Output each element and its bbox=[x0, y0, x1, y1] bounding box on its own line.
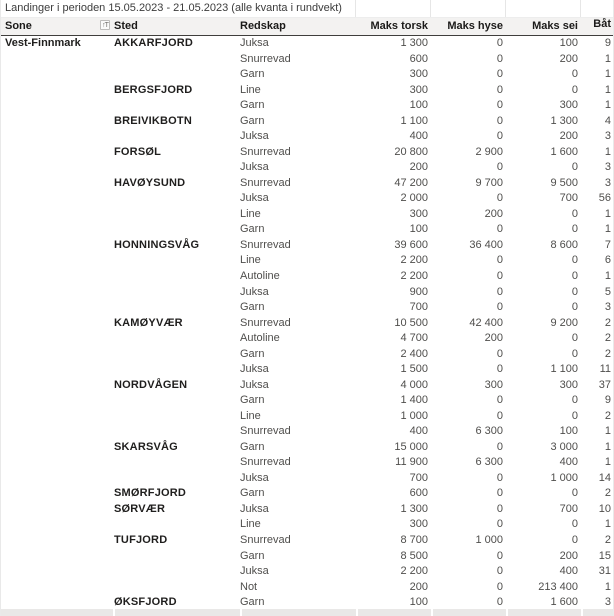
cell-maks-hyse: 36 400 bbox=[469, 238, 503, 251]
cell-baat: 3 bbox=[604, 596, 611, 609]
bottom-strip-cell bbox=[431, 609, 506, 616]
table-row[interactable] bbox=[1, 145, 613, 161]
cell-maks-sei: 1 600 bbox=[550, 145, 578, 158]
cell-sone: Vest-Finnmark bbox=[5, 37, 81, 49]
cell-maks-hyse: 200 bbox=[484, 207, 503, 220]
cell-redskap: Garn bbox=[240, 549, 265, 562]
cell-maks-torsk: 1 500 bbox=[400, 363, 428, 376]
cell-sted: KAMØYVÆR bbox=[114, 316, 183, 329]
cell-baat: 1 bbox=[604, 269, 611, 282]
table-row[interactable] bbox=[1, 191, 613, 207]
cell-maks-torsk: 2 200 bbox=[400, 269, 428, 282]
cell-maks-hyse: 0 bbox=[496, 68, 503, 81]
cell-redskap: Not bbox=[240, 580, 258, 593]
cell-baat: 1 bbox=[604, 99, 611, 112]
cell-maks-torsk: 11 900 bbox=[395, 456, 428, 469]
cell-baat: 56 bbox=[598, 192, 611, 205]
bottom-strip-cell bbox=[581, 609, 613, 616]
cell-baat: 1 bbox=[604, 425, 611, 438]
cell-baat: 1 bbox=[604, 456, 611, 469]
cell-maks-sei: 0 bbox=[571, 534, 578, 546]
cell-redskap: Juksa bbox=[240, 192, 269, 205]
cell-maks-hyse: 0 bbox=[496, 254, 503, 267]
cell-redskap: Garn bbox=[240, 394, 265, 407]
table-title-row bbox=[1, 0, 613, 18]
cell-redskap: Autoline bbox=[240, 269, 280, 282]
cell-baat: 1 bbox=[604, 223, 611, 236]
cell-maks-torsk: 2 400 bbox=[400, 347, 428, 360]
cell-baat: 14 bbox=[598, 471, 611, 484]
column-header-sone[interactable]: Sone bbox=[5, 20, 32, 32]
cell-redskap: Garn bbox=[240, 114, 265, 127]
cell-baat: 3 bbox=[604, 161, 611, 174]
cell-baat: 1 bbox=[604, 83, 611, 96]
cell-maks-sei: 0 bbox=[571, 347, 578, 360]
cell-maks-sei: 1 100 bbox=[550, 363, 578, 376]
cell-redskap: Snurrevad bbox=[240, 534, 291, 546]
table-row[interactable] bbox=[1, 549, 613, 565]
table-row[interactable] bbox=[1, 129, 613, 145]
cell-maks-torsk: 10 500 bbox=[394, 316, 428, 329]
cell-maks-sei: 200 bbox=[559, 130, 578, 143]
cell-maks-hyse: 0 bbox=[496, 52, 503, 65]
table-row[interactable] bbox=[1, 347, 613, 363]
table-row[interactable] bbox=[1, 471, 613, 487]
cell-maks-hyse: 0 bbox=[496, 114, 503, 127]
bottom-strip-cell bbox=[506, 609, 581, 616]
cell-maks-hyse: 0 bbox=[496, 565, 503, 578]
cell-redskap: Line bbox=[240, 207, 261, 220]
cell-maks-torsk: 1 100 bbox=[400, 114, 428, 127]
cell-redskap: Snurrevad bbox=[240, 52, 291, 65]
table-row[interactable] bbox=[1, 269, 613, 285]
cell-maks-torsk: 1 300 bbox=[400, 37, 428, 49]
cell-maks-torsk: 300 bbox=[409, 83, 428, 96]
cell-maks-hyse: 42 400 bbox=[469, 316, 503, 329]
cell-baat: 5 bbox=[604, 285, 611, 298]
cell-maks-sei: 0 bbox=[571, 301, 578, 314]
table-row[interactable] bbox=[1, 362, 613, 378]
cell-maks-sei: 0 bbox=[571, 518, 578, 531]
table-row[interactable] bbox=[1, 98, 613, 114]
table-row[interactable] bbox=[1, 393, 613, 409]
table-row[interactable] bbox=[1, 207, 613, 223]
table-row[interactable] bbox=[1, 533, 613, 549]
cell-maks-torsk: 4 000 bbox=[400, 378, 428, 391]
cell-redskap: Garn bbox=[240, 301, 265, 314]
cell-sted: BREIVIKBOTN bbox=[114, 114, 192, 127]
cell-baat: 6 bbox=[604, 254, 611, 267]
cell-maks-torsk: 300 bbox=[409, 68, 428, 81]
cell-maks-hyse: 9 700 bbox=[475, 176, 503, 189]
cell-baat: 9 bbox=[604, 37, 611, 49]
cell-sted: NORDVÅGEN bbox=[114, 378, 188, 391]
cell-maks-torsk: 1 300 bbox=[400, 502, 428, 515]
cell-maks-sei: 0 bbox=[571, 332, 578, 345]
cell-maks-hyse: 6 300 bbox=[475, 425, 503, 438]
sort-icon[interactable]: ↑T bbox=[100, 20, 110, 30]
cell-sted: AKKARFJORD bbox=[114, 37, 193, 49]
title-cell-spacer bbox=[430, 0, 505, 17]
cell-maks-torsk: 200 bbox=[409, 161, 428, 174]
cell-sted: BERGSFJORD bbox=[114, 83, 193, 96]
cell-maks-torsk: 15 000 bbox=[394, 440, 428, 453]
cell-redskap: Juksa bbox=[240, 363, 269, 376]
table-row[interactable] bbox=[1, 83, 613, 99]
cell-baat: 2 bbox=[604, 409, 611, 422]
column-header-baat[interactable]: Båt bbox=[593, 18, 611, 30]
cell-redskap: Garn bbox=[240, 596, 265, 609]
column-header-maks-hyse[interactable]: Maks hyse bbox=[447, 20, 503, 32]
cell-redskap: Garn bbox=[240, 223, 265, 236]
cell-maks-torsk: 20 800 bbox=[394, 145, 428, 158]
cell-maks-sei: 1 600 bbox=[550, 596, 578, 609]
cell-maks-torsk: 300 bbox=[409, 207, 428, 220]
cell-redskap: Garn bbox=[240, 347, 265, 360]
table-row[interactable] bbox=[1, 440, 613, 456]
cell-sted: TUFJORD bbox=[114, 534, 168, 546]
column-header-maks-sei[interactable]: Maks sei bbox=[532, 20, 578, 32]
cell-sted: SØRVÆR bbox=[114, 502, 166, 515]
table-row[interactable] bbox=[1, 67, 613, 83]
cell-maks-torsk: 100 bbox=[409, 99, 428, 112]
cell-maks-sei: 200 bbox=[559, 52, 578, 65]
cell-maks-sei: 0 bbox=[571, 223, 578, 236]
cell-maks-torsk: 1 400 bbox=[400, 394, 428, 407]
cell-baat: 7 bbox=[604, 238, 611, 251]
table-row[interactable] bbox=[1, 176, 613, 192]
cell-redskap: Garn bbox=[240, 99, 265, 112]
cell-sted: HONNINGSVÅG bbox=[114, 238, 200, 251]
cell-baat: 3 bbox=[604, 176, 611, 189]
cell-maks-sei: 0 bbox=[571, 254, 578, 267]
cell-sted: ØKSFJORD bbox=[114, 596, 177, 609]
table-row[interactable] bbox=[1, 52, 613, 68]
cell-maks-sei: 200 bbox=[559, 549, 578, 562]
cell-maks-sei: 300 bbox=[559, 99, 578, 112]
cell-redskap: Snurrevad bbox=[240, 425, 291, 438]
table-body bbox=[1, 36, 613, 611]
cell-maks-torsk: 2 200 bbox=[400, 565, 428, 578]
table-row[interactable] bbox=[1, 517, 613, 533]
cell-baat: 3 bbox=[604, 130, 611, 143]
column-header-row bbox=[1, 18, 613, 36]
cell-redskap: Line bbox=[240, 254, 261, 267]
cell-maks-hyse: 0 bbox=[496, 487, 503, 500]
cell-baat: 37 bbox=[598, 378, 611, 391]
cell-baat: 2 bbox=[604, 487, 611, 500]
cell-maks-sei: 0 bbox=[571, 207, 578, 220]
cell-maks-torsk: 700 bbox=[409, 471, 428, 484]
cell-maks-sei: 0 bbox=[571, 269, 578, 282]
cell-redskap: Line bbox=[240, 409, 261, 422]
table-row[interactable] bbox=[1, 580, 613, 596]
cell-maks-hyse: 0 bbox=[496, 440, 503, 453]
cell-maks-torsk: 300 bbox=[409, 518, 428, 531]
column-header-redskap[interactable]: Redskap bbox=[240, 20, 286, 32]
cell-baat: 10 bbox=[598, 502, 611, 515]
cell-maks-torsk: 8 700 bbox=[400, 534, 428, 546]
cell-baat: 1 bbox=[604, 68, 611, 81]
table-row[interactable] bbox=[1, 455, 613, 471]
cell-maks-hyse: 200 bbox=[484, 332, 503, 345]
table-row[interactable] bbox=[1, 285, 613, 301]
table-title: Landinger i perioden 15.05.2023 - 21.05.2023 (alle kvanta i rundvekt) bbox=[5, 2, 342, 14]
cell-maks-sei: 700 bbox=[559, 502, 578, 515]
cell-maks-torsk: 400 bbox=[409, 425, 428, 438]
cell-maks-hyse: 0 bbox=[496, 596, 503, 609]
cell-baat: 1 bbox=[604, 440, 611, 453]
cell-maks-hyse: 0 bbox=[496, 518, 503, 531]
table-row[interactable] bbox=[1, 564, 613, 580]
cell-baat: 31 bbox=[598, 565, 611, 578]
table-row[interactable] bbox=[1, 486, 613, 502]
cell-redskap: Juksa bbox=[240, 378, 269, 391]
title-cell-spacer bbox=[355, 0, 430, 17]
cell-baat: 1 bbox=[604, 52, 611, 65]
cell-maks-hyse: 300 bbox=[484, 378, 503, 391]
cell-maks-torsk: 600 bbox=[409, 52, 428, 65]
table-row[interactable] bbox=[1, 36, 613, 52]
cell-maks-sei: 1 300 bbox=[550, 114, 578, 127]
cell-maks-torsk: 600 bbox=[409, 487, 428, 500]
cell-sted: SMØRFJORD bbox=[114, 487, 187, 500]
cell-sted: SKARSVÅG bbox=[114, 440, 178, 453]
cell-maks-hyse: 0 bbox=[496, 192, 503, 205]
cell-redskap: Snurrevad bbox=[240, 176, 291, 189]
cell-maks-hyse: 0 bbox=[496, 269, 503, 282]
title-cell-spacer bbox=[580, 0, 613, 17]
table-row[interactable] bbox=[1, 424, 613, 440]
bottom-strip-cell bbox=[356, 609, 431, 616]
bottom-strip-cell bbox=[240, 609, 356, 616]
cell-maks-hyse: 2 900 bbox=[475, 145, 503, 158]
cell-redskap: Juksa bbox=[240, 565, 269, 578]
cell-sted: HAVØYSUND bbox=[114, 176, 186, 189]
cell-maks-sei: 0 bbox=[571, 487, 578, 500]
cell-maks-torsk: 1 000 bbox=[400, 409, 428, 422]
cell-maks-sei: 0 bbox=[571, 285, 578, 298]
cell-baat: 2 bbox=[604, 332, 611, 345]
cell-maks-torsk: 100 bbox=[409, 223, 428, 236]
table-row[interactable] bbox=[1, 300, 613, 316]
table-row[interactable] bbox=[1, 160, 613, 176]
cell-maks-hyse: 0 bbox=[496, 580, 503, 593]
cell-redskap: Snurrevad bbox=[240, 145, 291, 158]
cell-maks-hyse: 0 bbox=[496, 549, 503, 562]
cell-maks-hyse: 0 bbox=[496, 347, 503, 360]
cell-maks-torsk: 2 000 bbox=[400, 192, 428, 205]
cell-maks-torsk: 900 bbox=[409, 285, 428, 298]
cell-maks-hyse: 0 bbox=[496, 301, 503, 314]
table-row[interactable] bbox=[1, 331, 613, 347]
cell-maks-sei: 0 bbox=[571, 83, 578, 96]
cell-redskap: Juksa bbox=[240, 471, 269, 484]
cell-maks-torsk: 400 bbox=[409, 130, 428, 143]
bottom-partial-row bbox=[1, 609, 613, 616]
cell-maks-hyse: 0 bbox=[496, 471, 503, 484]
cell-maks-sei: 300 bbox=[559, 378, 578, 391]
cell-maks-sei: 0 bbox=[571, 409, 578, 422]
cell-maks-sei: 400 bbox=[559, 456, 578, 469]
table-row[interactable] bbox=[1, 409, 613, 425]
cell-maks-sei: 400 bbox=[559, 565, 578, 578]
cell-redskap: Garn bbox=[240, 487, 265, 500]
cell-maks-hyse: 0 bbox=[496, 502, 503, 515]
cell-redskap: Juksa bbox=[240, 130, 269, 143]
cell-maks-torsk: 47 200 bbox=[394, 176, 428, 189]
cell-maks-hyse: 6 300 bbox=[475, 456, 503, 469]
table-row[interactable] bbox=[1, 253, 613, 269]
cell-maks-hyse: 0 bbox=[496, 394, 503, 407]
cell-baat: 2 bbox=[604, 347, 611, 360]
cell-maks-sei: 0 bbox=[571, 161, 578, 174]
cell-maks-hyse: 0 bbox=[496, 223, 503, 236]
cell-maks-hyse: 0 bbox=[496, 99, 503, 112]
title-cell-spacer bbox=[505, 0, 580, 17]
cell-maks-hyse: 0 bbox=[496, 409, 503, 422]
cell-baat: 1 bbox=[604, 580, 611, 593]
table-row[interactable] bbox=[1, 238, 613, 254]
cell-maks-torsk: 700 bbox=[409, 301, 428, 314]
cell-redskap: Line bbox=[240, 518, 261, 531]
cell-baat: 3 bbox=[604, 301, 611, 314]
cell-maks-sei: 0 bbox=[571, 394, 578, 407]
cell-baat: 4 bbox=[604, 114, 611, 127]
table-row[interactable] bbox=[1, 114, 613, 130]
column-header-maks-torsk[interactable]: Maks torsk bbox=[370, 20, 428, 32]
cell-baat: 9 bbox=[604, 394, 611, 407]
cell-maks-hyse: 0 bbox=[496, 130, 503, 143]
cell-redskap: Juksa bbox=[240, 502, 269, 515]
cell-maks-sei: 700 bbox=[559, 192, 578, 205]
bottom-strip-cell bbox=[1, 609, 113, 616]
column-header-sted[interactable] bbox=[102, 18, 240, 35]
cell-baat: 1 bbox=[604, 207, 611, 220]
cell-maks-sei: 1 000 bbox=[550, 471, 578, 484]
cell-maks-sei: 3 000 bbox=[550, 440, 578, 453]
cell-redskap: Snurrevad bbox=[240, 238, 291, 251]
cell-maks-torsk: 100 bbox=[409, 596, 428, 609]
cell-redskap: Juksa bbox=[240, 285, 269, 298]
cell-baat: 15 bbox=[598, 549, 611, 562]
cell-redskap: Snurrevad bbox=[240, 316, 291, 329]
cell-baat: 11 bbox=[599, 363, 611, 376]
cell-maks-hyse: 1 000 bbox=[475, 534, 503, 546]
cell-redskap: Garn bbox=[240, 68, 265, 81]
cell-maks-torsk: 4 700 bbox=[400, 332, 428, 345]
cell-maks-hyse: 0 bbox=[496, 161, 503, 174]
cell-maks-torsk: 8 500 bbox=[400, 549, 428, 562]
cell-maks-hyse: 0 bbox=[496, 83, 503, 96]
table-row[interactable] bbox=[1, 378, 613, 394]
cell-redskap: Garn bbox=[240, 440, 265, 453]
cell-baat: 1 bbox=[604, 145, 611, 158]
column-header-sted-label: Sted bbox=[114, 20, 138, 32]
cell-maks-sei: 8 600 bbox=[550, 238, 578, 251]
cell-baat: 2 bbox=[604, 534, 611, 546]
cell-maks-sei: 9 200 bbox=[550, 316, 578, 329]
cell-maks-sei: 0 bbox=[571, 68, 578, 81]
cell-sted: FORSØL bbox=[114, 145, 162, 158]
cell-maks-sei: 213 400 bbox=[538, 580, 578, 593]
bottom-strip-cell bbox=[113, 609, 240, 616]
cell-maks-torsk: 39 600 bbox=[394, 238, 428, 251]
cell-maks-sei: 9 500 bbox=[550, 176, 578, 189]
cell-redskap: Line bbox=[240, 83, 261, 96]
cell-redskap: Juksa bbox=[240, 37, 269, 49]
cell-redskap: Autoline bbox=[240, 332, 280, 345]
cell-maks-torsk: 200 bbox=[409, 580, 428, 593]
cell-maks-hyse: 0 bbox=[496, 363, 503, 376]
table-row[interactable] bbox=[1, 502, 613, 518]
cell-maks-sei: 100 bbox=[559, 425, 578, 438]
table-row[interactable] bbox=[1, 222, 613, 238]
cell-maks-torsk: 2 200 bbox=[400, 254, 428, 267]
cell-baat: 1 bbox=[604, 518, 611, 531]
cell-maks-hyse: 0 bbox=[496, 37, 503, 49]
cell-redskap: Snurrevad bbox=[240, 456, 291, 469]
table-row[interactable] bbox=[1, 316, 613, 332]
cell-maks-sei: 100 bbox=[559, 37, 578, 49]
cell-baat: 2 bbox=[604, 316, 611, 329]
cell-maks-hyse: 0 bbox=[496, 285, 503, 298]
cell-redskap: Juksa bbox=[240, 161, 269, 174]
